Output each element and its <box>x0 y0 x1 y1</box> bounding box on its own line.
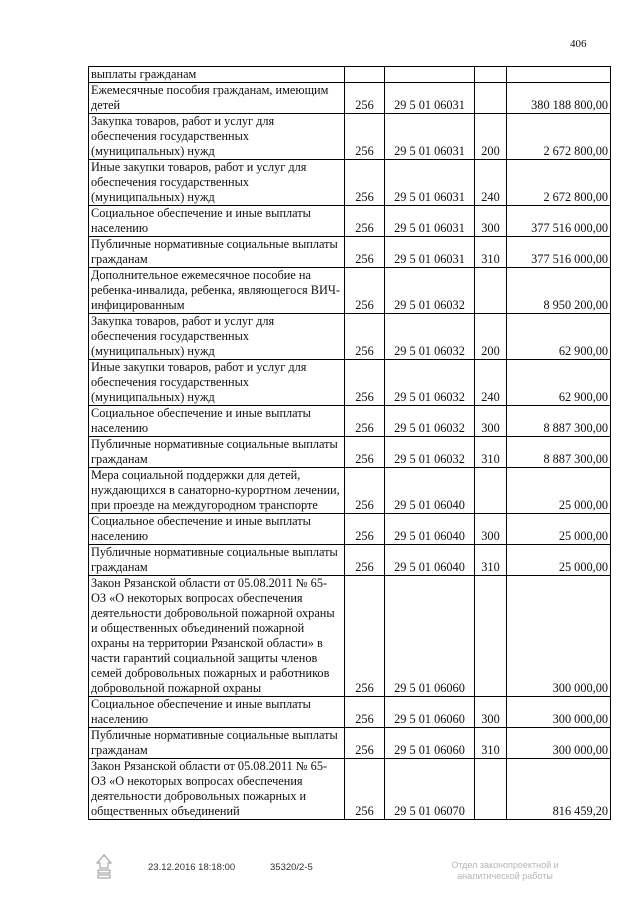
cell-target: 29 5 01 06032 <box>385 314 475 360</box>
cell-kind: 300 <box>475 697 507 728</box>
table-row <box>89 437 611 468</box>
cell-target: 29 5 01 06070 <box>385 759 475 820</box>
cell-target: 29 5 01 06040 <box>385 468 475 514</box>
table-row <box>89 268 611 314</box>
cell-target: 29 5 01 06032 <box>385 406 475 437</box>
table-row <box>89 728 611 759</box>
cell-sum: 377 516 000,00 <box>507 237 611 268</box>
cell-sum: 300 000,00 <box>507 728 611 759</box>
cell-name: Иные закупки товаров, работ и услуг для обеспечения государственных (муниципальных) нужд <box>89 360 345 406</box>
cell-code: 256 <box>345 576 385 697</box>
cell-sum: 2 672 800,00 <box>507 160 611 206</box>
table-row <box>89 576 611 697</box>
print-stamp-icon <box>95 854 113 880</box>
department-watermark: Отдел законопроектной и аналитической работы <box>451 860 559 881</box>
cell-target: 29 5 01 06031 <box>385 160 475 206</box>
cell-name: Закон Рязанской области от 05.08.2011 № 65-ОЗ «О некоторых вопросах обеспечения деятельности добровольной пожарной охраны и общественных объединений пожарной охраны на территории Рязанской области» в части гарантий социальной защиты членов семей добровольных пожарных и работников добровольной пожарной охраны <box>89 576 345 697</box>
cell-target: 29 5 01 06031 <box>385 83 475 114</box>
cell-kind: 240 <box>475 160 507 206</box>
table-row <box>89 83 611 114</box>
cell-name: выплаты гражданам <box>89 67 345 83</box>
cell-name: Закупка товаров, работ и услуг для обеспечения государственных (муниципальных) нужд <box>89 114 345 160</box>
table-row <box>89 360 611 406</box>
cell-code: 256 <box>345 360 385 406</box>
cell-sum: 816 459,20 <box>507 759 611 820</box>
cell-target <box>385 67 475 83</box>
cell-code <box>345 67 385 83</box>
cell-code: 256 <box>345 759 385 820</box>
cell-kind: 310 <box>475 728 507 759</box>
cell-kind: 310 <box>475 437 507 468</box>
cell-sum: 2 672 800,00 <box>507 114 611 160</box>
cell-sum <box>507 67 611 83</box>
cell-target: 29 5 01 06032 <box>385 268 475 314</box>
cell-name: Закон Рязанской области от 05.08.2011 № 65-ОЗ «О некоторых вопросах обеспечения деятельности добровольных пожарных и общественных объединений <box>89 759 345 820</box>
cell-sum: 8 887 300,00 <box>507 437 611 468</box>
cell-target: 29 5 01 06032 <box>385 437 475 468</box>
cell-name: Публичные нормативные социальные выплаты гражданам <box>89 728 345 759</box>
table-row <box>89 759 611 820</box>
cell-sum: 62 900,00 <box>507 360 611 406</box>
table-row <box>89 160 611 206</box>
cell-kind <box>475 83 507 114</box>
table-row <box>89 514 611 545</box>
cell-code: 256 <box>345 237 385 268</box>
cell-name: Социальное обеспечение и иные выплаты населению <box>89 206 345 237</box>
cell-kind: 310 <box>475 237 507 268</box>
document-number: 35320/2-5 <box>270 862 313 873</box>
table-row <box>89 697 611 728</box>
cell-sum: 62 900,00 <box>507 314 611 360</box>
cell-sum: 8 950 200,00 <box>507 268 611 314</box>
cell-name: Публичные нормативные социальные выплаты гражданам <box>89 437 345 468</box>
cell-kind: 300 <box>475 406 507 437</box>
table-row <box>89 545 611 576</box>
cell-name: Закупка товаров, работ и услуг для обеспечения государственных (муниципальных) нужд <box>89 314 345 360</box>
budget-table <box>88 66 611 820</box>
cell-name: Социальное обеспечение и иные выплаты населению <box>89 406 345 437</box>
cell-name: Мера социальной поддержки для детей, нуждающихся в санаторно-курортном лечении, при проезде на междугородном транспорте <box>89 468 345 514</box>
cell-kind: 310 <box>475 545 507 576</box>
cell-sum: 380 188 800,00 <box>507 83 611 114</box>
cell-target: 29 5 01 06060 <box>385 728 475 759</box>
cell-kind <box>475 67 507 83</box>
budget-table-body <box>89 67 611 820</box>
cell-sum: 25 000,00 <box>507 468 611 514</box>
cell-code: 256 <box>345 728 385 759</box>
table-row <box>89 114 611 160</box>
table-row <box>89 67 611 83</box>
cell-target: 29 5 01 06031 <box>385 114 475 160</box>
cell-code: 256 <box>345 83 385 114</box>
cell-name: Социальное обеспечение и иные выплаты населению <box>89 697 345 728</box>
cell-sum: 300 000,00 <box>507 576 611 697</box>
page-footer <box>0 860 640 890</box>
table-row <box>89 237 611 268</box>
cell-sum: 25 000,00 <box>507 545 611 576</box>
cell-kind: 300 <box>475 206 507 237</box>
cell-code: 256 <box>345 514 385 545</box>
cell-code: 256 <box>345 114 385 160</box>
cell-kind <box>475 759 507 820</box>
page-number: 406 <box>570 38 587 50</box>
cell-target: 29 5 01 06032 <box>385 360 475 406</box>
cell-code: 256 <box>345 268 385 314</box>
cell-target: 29 5 01 06031 <box>385 237 475 268</box>
cell-name: Ежемесячные пособия гражданам, имеющим детей <box>89 83 345 114</box>
table-row <box>89 406 611 437</box>
cell-kind: 240 <box>475 360 507 406</box>
cell-sum: 8 887 300,00 <box>507 406 611 437</box>
cell-code: 256 <box>345 206 385 237</box>
cell-target: 29 5 01 06040 <box>385 514 475 545</box>
cell-kind <box>475 468 507 514</box>
cell-kind: 200 <box>475 114 507 160</box>
cell-target: 29 5 01 06031 <box>385 206 475 237</box>
cell-code: 256 <box>345 314 385 360</box>
cell-sum: 300 000,00 <box>507 697 611 728</box>
table-row <box>89 468 611 514</box>
cell-kind <box>475 268 507 314</box>
print-timestamp: 23.12.2016 18:18:00 <box>148 862 236 873</box>
cell-code: 256 <box>345 468 385 514</box>
cell-code: 256 <box>345 160 385 206</box>
table-row <box>89 314 611 360</box>
cell-name: Публичные нормативные социальные выплаты гражданам <box>89 545 345 576</box>
cell-kind: 200 <box>475 314 507 360</box>
cell-code: 256 <box>345 545 385 576</box>
table-row <box>89 206 611 237</box>
cell-name: Дополнительное ежемесячное пособие на ребенка-инвалида, ребенка, являющегося ВИЧ-инфицированным <box>89 268 345 314</box>
cell-code: 256 <box>345 697 385 728</box>
cell-name: Публичные нормативные социальные выплаты гражданам <box>89 237 345 268</box>
cell-name: Иные закупки товаров, работ и услуг для обеспечения государственных (муниципальных) нужд <box>89 160 345 206</box>
cell-code: 256 <box>345 406 385 437</box>
cell-target: 29 5 01 06060 <box>385 576 475 697</box>
cell-kind <box>475 576 507 697</box>
cell-sum: 377 516 000,00 <box>507 206 611 237</box>
cell-kind: 300 <box>475 514 507 545</box>
cell-name: Социальное обеспечение и иные выплаты населению <box>89 514 345 545</box>
cell-target: 29 5 01 06060 <box>385 697 475 728</box>
cell-sum: 25 000,00 <box>507 514 611 545</box>
cell-code: 256 <box>345 437 385 468</box>
cell-target: 29 5 01 06040 <box>385 545 475 576</box>
